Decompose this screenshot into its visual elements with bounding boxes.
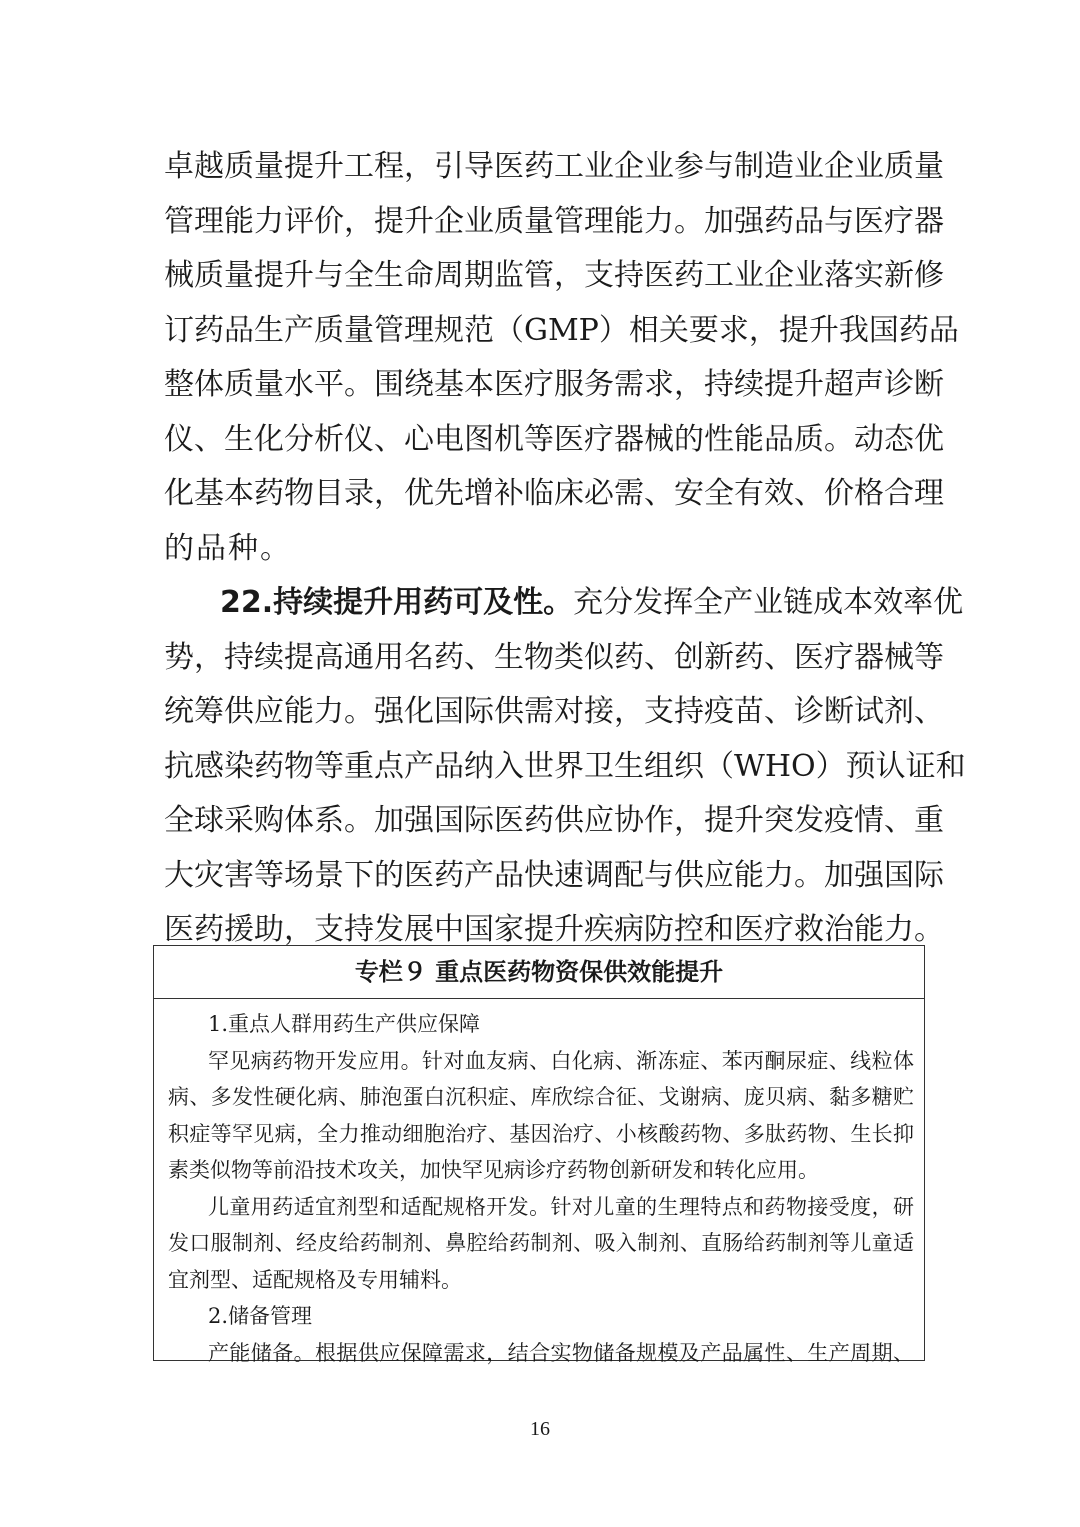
box-line: 素类似物等前沿技术攻关，加快罕见病诊疗药物创新研发和转化应用。 xyxy=(168,1158,819,1182)
paragraph-drug-accessibility xyxy=(164,576,966,958)
paragraph-line: 化基本药物目录，优先增补临床必需、安全有效、价格合理 xyxy=(164,476,944,511)
paragraph-line: 械质量提升与全生命周期监管，支持医药工业企业落实新修 xyxy=(164,258,944,293)
box-line: 产能储备。根据供应保障需求，结合实物储备规模及产品属性、生产周期、 xyxy=(208,1340,914,1365)
paragraph-line: 势，持续提高通用名药、生物类似药、创新药、医疗器械等 xyxy=(164,639,944,675)
paragraph-first-line xyxy=(164,576,964,631)
column-box-9 xyxy=(153,945,925,1365)
box-line: 儿童用药适宜剂型和适配规格开发。针对儿童的生理特点和药物接受度，研 xyxy=(208,1194,914,1219)
paragraph-line: 抗感染药物等重点产品纳入世界卫生组织（WHO）预认证和 xyxy=(164,748,966,784)
box-section-heading: 2.储备管理 xyxy=(208,1304,313,1328)
box-title: 专栏９ 重点医药物资保供效能提升 xyxy=(154,946,924,999)
box-line: 病、多发性硬化病、肺泡蛋白沉积症、库欣综合征、戈谢病、庞贝病、黏多糖贮 xyxy=(168,1085,914,1109)
paragraph-quality-improvement xyxy=(164,140,959,576)
box-body xyxy=(154,999,924,1371)
box-line: 积症等罕见病，全力推动细胞治疗、基因治疗、小核酸药物、多肽药物、生长抑 xyxy=(168,1121,914,1146)
box-line: 宜剂型、适配规格及专用辅料。 xyxy=(168,1267,462,1292)
paragraph-line: 医药援助，支持发展中国家提升疾病防控和医疗救治能力。 xyxy=(164,912,944,947)
paragraph-line: 管理能力评价，提升企业质量管理能力。加强药品与医疗器 xyxy=(164,203,944,239)
paragraph-line: 大灾害等场景下的医药产品快速调配与供应能力。加强国际 xyxy=(164,857,944,893)
box-section-heading: 1.重点人群用药生产供应保障 xyxy=(208,1012,481,1036)
box-line: 罕见病药物开发应用。针对血友病、白化病、渐冻症、苯丙酮尿症、线粒体 xyxy=(208,1048,914,1073)
paragraph-line: 的品种。 xyxy=(164,530,292,566)
section-heading-22: 22.持续提升用药可及性。 xyxy=(220,585,574,620)
paragraph-line: 仪、生化分析仪、心电图机等医疗器械的性能品质。动态优 xyxy=(164,421,944,457)
paragraph-line: 统筹供应能力。强化国际供需对接，支持疫苗、诊断试剂、 xyxy=(164,694,944,729)
box-line: 发口服制剂、经皮给药制剂、鼻腔给药制剂、吸入制剂、直肠给药制剂等儿童适 xyxy=(168,1231,914,1255)
paragraph-line: 全球采购体系。加强国际医药供应协作，提升突发疫情、重 xyxy=(164,803,944,838)
page-number: 16 xyxy=(530,1418,550,1440)
paragraph-line: 卓越质量提升工程，引导医药工业企业参与制造业企业质量 xyxy=(164,149,944,184)
paragraph-line: 订药品生产质量管理规范（GMP）相关要求，提升我国药品 xyxy=(164,312,959,348)
paragraph-line-rest: 充分发挥全产业链成本效率优 xyxy=(573,585,964,620)
paragraph-line: 整体质量水平。围绕基本医疗服务需求，持续提升超声诊断 xyxy=(164,367,944,402)
